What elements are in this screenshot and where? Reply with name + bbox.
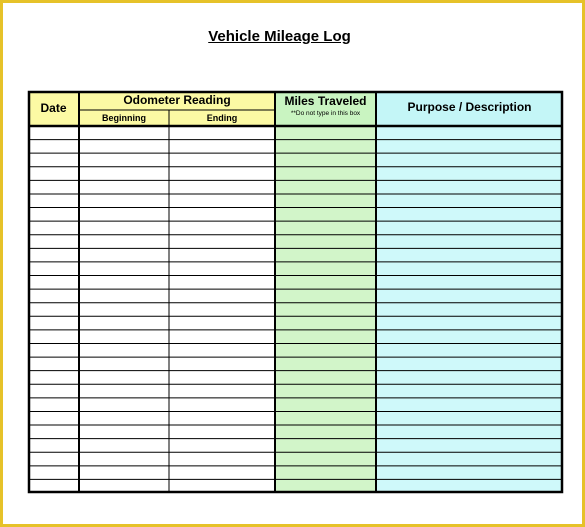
table-grid-lines	[28, 91, 563, 493]
ending-header: Ending	[169, 110, 275, 126]
mileage-log-table	[28, 91, 563, 493]
date-header: Date	[28, 91, 79, 126]
purpose-description-header: Purpose / Description	[376, 91, 563, 126]
miles-traveled-label: Miles Traveled	[284, 94, 367, 108]
miles-traveled-note: **Do not type in this box	[290, 110, 361, 117]
odometer-reading-header: Odometer Reading	[79, 91, 275, 110]
table-outer-border	[29, 92, 562, 492]
page-title: Vehicle Mileage Log	[208, 28, 351, 45]
beginning-header: Beginning	[79, 110, 169, 126]
